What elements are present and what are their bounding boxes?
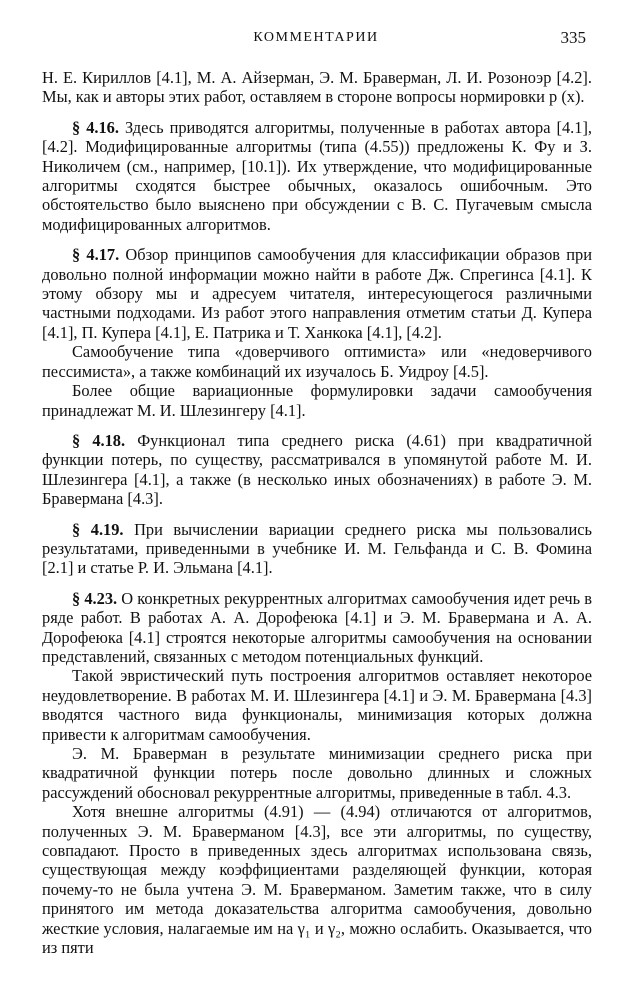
section-number: § 4.23. (72, 588, 118, 608)
body-text (42, 68, 592, 957)
paragraph-text: Функционал типа среднего риска (4.61) при квадратичной функции потерь, по существу, рассматривался в упомянутой работе М. И. Шлезингера [4.1], а также (в несколько иных обозначениях) в работе Э. М. Бравермана [4.3]. (42, 430, 592, 509)
page-header (0, 28, 632, 52)
paragraph (42, 589, 592, 667)
paragraph (42, 245, 592, 342)
paragraph (42, 118, 592, 234)
paragraph (42, 744, 592, 802)
section-number: § 4.18. (72, 430, 126, 450)
paragraph-text: О конкретных рекуррентных алгоритмах самообучения идет речь в ряде работ. В работах А. А. Дорофеюка [4.1] и Э. М. Бравермана и А. А. Дорофеюка [4.1] строятся некоторые алгоритмы самообучения на основании представлений, связанных с методом потенциальных функций. (42, 588, 592, 666)
paragraph-text: При вычислении вариации среднего риска мы пользовались результатами, приведенными в учебнике И. М. Гельфанда и С. В. Фомина [2.1] и статье Р. И. Эльмана [4.1]. (42, 519, 592, 578)
paragraph-text: Самообучение типа «доверчивого оптимиста» или «недоверчивого пессимиста», а также комбинаций их изучалось Б. Уидроу [4.5]. (42, 342, 592, 381)
paragraph-text: Э. М. Браверман в результате минимизации среднего риска при квадратичной функции потерь после довольно длинных и сложных рассуждений обосновал рекуррентные алгоритмы, приведенные в табл. 4.3. (42, 744, 592, 802)
section-number: § 4.17. (72, 245, 120, 265)
running-title: КОММЕНТАРИИ (253, 30, 379, 45)
paragraph (42, 520, 592, 578)
paragraph-text: Хотя внешне алгоритмы (4.91) — (4.94) отличаются от алгоритмов, полученных Э. М. Браверманом [4.3], все эти алгоритмы, по существу, совпадают. Просто в приведенных здесь алгоритмах использована связь, существующая между коэффициентами разделяющей функции, которая почему-то не была учтена Э. М. Браверманом. Заметим также, что в силу принятого им метода доказательства алгоритма самообучения, довольно жесткие условия, налагаемые им на γ₁ и γ₂, можно ослабить. Оказывается, что из пяти (42, 802, 592, 958)
section-number: § 4.16. (72, 117, 119, 137)
page-number: 335 (560, 28, 586, 47)
paragraph (42, 431, 592, 509)
section-number: § 4.19. (72, 519, 124, 539)
paragraph (42, 802, 592, 957)
paragraph-text: Более общие вариационные формулировки задачи самообучения принадлежат М. И. Шлезингеру [4.1]. (42, 381, 592, 420)
paragraph-text: Н. Е. Кириллов [4.1], М. А. Айзерман, Э. М. Браверман, Л. И. Розоноэр [4.2]. Мы, как и авторы этих работ, оставляем в стороне вопросы нормировки p (x). (42, 68, 592, 107)
paragraph (42, 342, 592, 381)
paragraph (42, 68, 592, 107)
paragraph-text: Такой эвристический путь построения алгоритмов оставляет некоторое неудовлетворение. В работах М. И. Шлезингера [4.1] и Э. М. Бравермана [4.3] вводятся частного вида функционалы, минимизация которых должна привести к алгоритмам самообучения. (42, 666, 592, 744)
paragraph-text: Здесь приводятся алгоритмы, полученные в работах автора [4.1], [4.2]. Модифицированные алгоритмы (типа (4.55)) предложены К. Фу и З. Николичем (см., например, [10.1]). Их утверждение, что модифицированные алгоритмы сходятся быстрее обычных, оказалось ошибочным. Это обстоятельство было выяснено при обсуждении с В. С. Пугачевым смысла модифицированных алгоритмов. (42, 117, 592, 234)
paragraph-text: Обзор принципов самообучения для классификации образов при довольно полной информации можно найти в работе Дж. Спрегинса [4.1]. К этому обзору мы и адресуем читателя, интересующегося различными частными подходами. Из работ этого направления отметим статьи Д. Купера [4.1], П. Купера [4.1], Е. Патрика и Т. Ханкока [4.1], [4.2]. (42, 245, 592, 342)
paragraph (42, 381, 592, 420)
paragraph (42, 666, 592, 744)
